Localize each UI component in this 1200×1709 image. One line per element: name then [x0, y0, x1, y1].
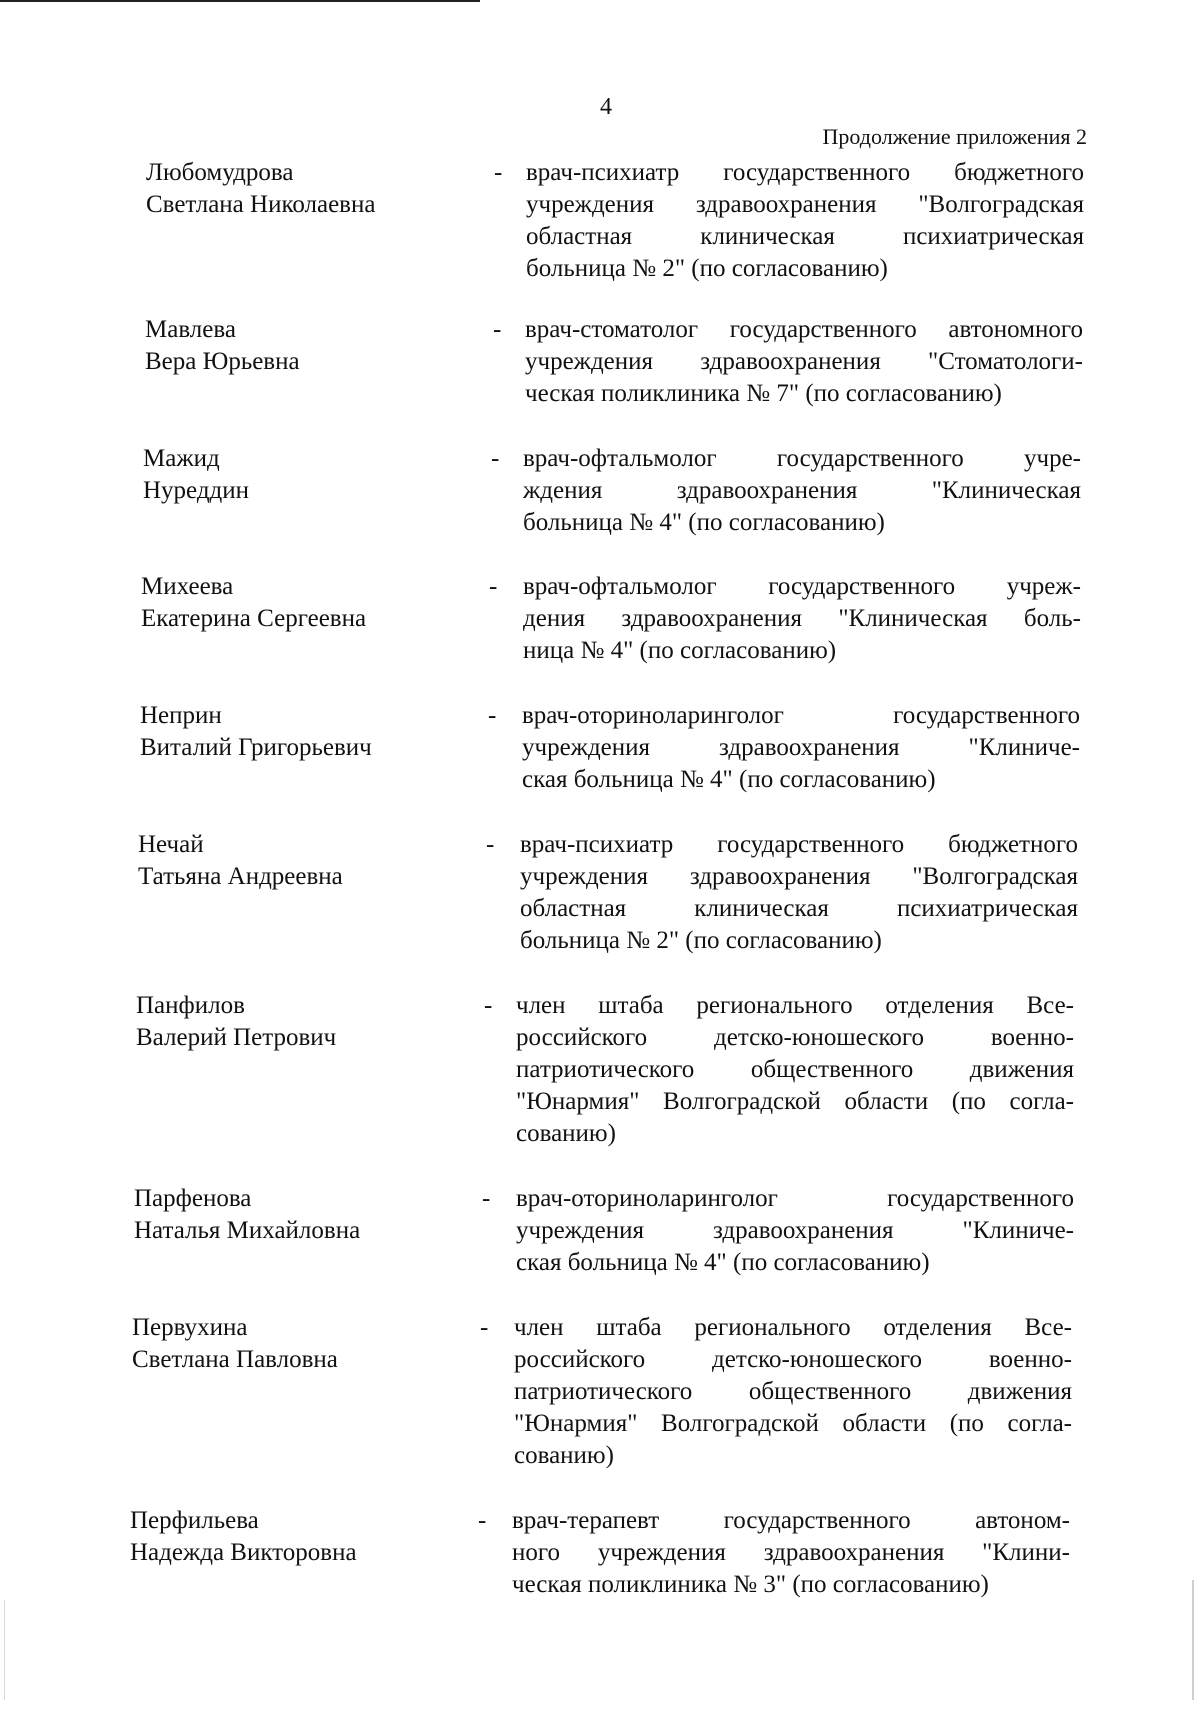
position-description — [525, 314, 1083, 410]
surname: Парфенова — [134, 1185, 252, 1212]
role-line: врач-терапевт государственного автоном- — [512, 1507, 1070, 1534]
role-line: учреждения здравоохранения "Волгоградская — [526, 191, 1084, 218]
scan-edge-top — [0, 0, 480, 6]
role-line: патриотического общественного движения — [516, 1056, 1074, 1083]
separator-dash: - — [478, 1507, 487, 1534]
position-description — [516, 990, 1074, 1150]
separator-dash: - — [484, 992, 493, 1019]
role-line: ческая поликлиника № 3" (по согласованию) — [512, 1571, 989, 1598]
position-description — [523, 443, 1081, 539]
person-name — [146, 157, 486, 221]
role-line: дения здравоохранения "Клиническая боль- — [523, 605, 1081, 632]
role-line: "Юнармия" Волгоградской области (по согла- — [514, 1410, 1072, 1437]
surname: Мавлева — [145, 316, 236, 343]
given-names: Надежда Викторовна — [130, 1539, 357, 1566]
given-names: Екатерина Сергеевна — [141, 605, 367, 632]
separator-dash: - — [494, 159, 503, 186]
role-line: член штаба регионального отделения Все- — [514, 1314, 1072, 1341]
position-description — [512, 1505, 1070, 1601]
separator-dash: - — [489, 573, 498, 600]
role-line: больница № 2" (по согласованию) — [520, 927, 882, 954]
separator-dash: - — [482, 1185, 491, 1212]
role-line: "Юнармия" Волгоградской области (по согла- — [516, 1088, 1074, 1115]
role-line: врач-офтальмолог государственного учре- — [523, 445, 1081, 472]
role-line: патриотического общественного движения — [514, 1378, 1072, 1405]
role-line: учреждения здравоохранения "Стоматологи- — [525, 348, 1083, 375]
person-name — [134, 1183, 474, 1247]
role-line: сованию) — [514, 1442, 614, 1469]
surname: Неприн — [140, 702, 222, 729]
position-description — [516, 1183, 1074, 1279]
separator-dash: - — [488, 702, 497, 729]
role-line: ного учреждения здравоохранения "Клини- — [512, 1539, 1070, 1566]
role-line: сованию) — [516, 1120, 616, 1147]
position-description — [523, 571, 1081, 667]
role-line: врач-оториноларинголог государственного — [516, 1185, 1074, 1212]
scan-edge-right — [1192, 1580, 1194, 1700]
surname: Михеева — [141, 573, 234, 600]
surname: Панфилов — [136, 992, 245, 1019]
person-name — [140, 700, 480, 764]
surname: Мажид — [143, 445, 220, 472]
person-name — [136, 990, 476, 1054]
role-line: член штаба регионального отделения Все- — [516, 992, 1074, 1019]
person-name — [141, 571, 481, 635]
position-description — [520, 829, 1078, 957]
surname: Перфильева — [130, 1507, 259, 1534]
role-line: ница № 4" (по согласованию) — [523, 637, 837, 664]
role-line: врач-офтальмолог государственного учреж- — [523, 573, 1081, 600]
role-line: областная клиническая психиатрическая — [520, 895, 1078, 922]
surname: Нечай — [138, 831, 204, 858]
role-line: врач-психиатр государственного бюджетного — [526, 159, 1084, 186]
position-description — [522, 700, 1080, 796]
person-name — [145, 314, 485, 378]
role-line: больница № 4" (по согласованию) — [523, 509, 885, 536]
given-names: Нуреддин — [143, 477, 250, 504]
separator-dash: - — [491, 445, 500, 472]
position-description — [514, 1312, 1072, 1472]
surname: Первухина — [132, 1314, 248, 1341]
role-line: ская больница № 4" (по согласованию) — [516, 1249, 930, 1276]
person-name — [130, 1505, 470, 1569]
given-names: Валерий Петрович — [136, 1024, 337, 1051]
role-line: российского детско-юношеского военно- — [514, 1346, 1072, 1373]
role-line: ская больница № 4" (по согласованию) — [522, 766, 936, 793]
position-description — [526, 157, 1084, 285]
role-line: больница № 2" (по согласованию) — [526, 255, 888, 282]
role-line: врач-стоматолог государственного автономного — [525, 316, 1083, 343]
given-names: Татьяна Андреевна — [138, 863, 343, 890]
person-name — [132, 1312, 472, 1376]
role-line: ческая поликлиника № 7" (по согласованию) — [525, 380, 1002, 407]
separator-dash: - — [486, 831, 495, 858]
separator-dash: - — [493, 316, 502, 343]
role-line: российского детско-юношеского военно- — [516, 1024, 1074, 1051]
role-line: врач-психиатр государственного бюджетного — [520, 831, 1078, 858]
surname: Любомудрова — [146, 159, 294, 186]
page-number: 4 — [600, 94, 612, 120]
given-names: Наталья Михайловна — [134, 1217, 361, 1244]
role-line: учреждения здравоохранения "Клиниче- — [516, 1217, 1074, 1244]
role-line: ждения здравоохранения "Клиническая — [523, 477, 1081, 504]
role-line: областная клиническая психиатрическая — [526, 223, 1084, 250]
person-name — [138, 829, 478, 893]
given-names: Светлана Николаевна — [146, 191, 376, 218]
person-name — [143, 443, 483, 507]
separator-dash: - — [480, 1314, 489, 1341]
role-line: врач-оториноларинголог государственного — [522, 702, 1080, 729]
scan-edge-left — [4, 1600, 5, 1700]
given-names: Вера Юрьевна — [145, 348, 300, 375]
role-line: учреждения здравоохранения "Клиниче- — [522, 734, 1080, 761]
role-line: учреждения здравоохранения "Волгоградская — [520, 863, 1078, 890]
continuation-label: Продолжение приложения 2 — [822, 124, 1087, 149]
given-names: Виталий Григорьевич — [140, 734, 372, 761]
given-names: Светлана Павловна — [132, 1346, 338, 1373]
